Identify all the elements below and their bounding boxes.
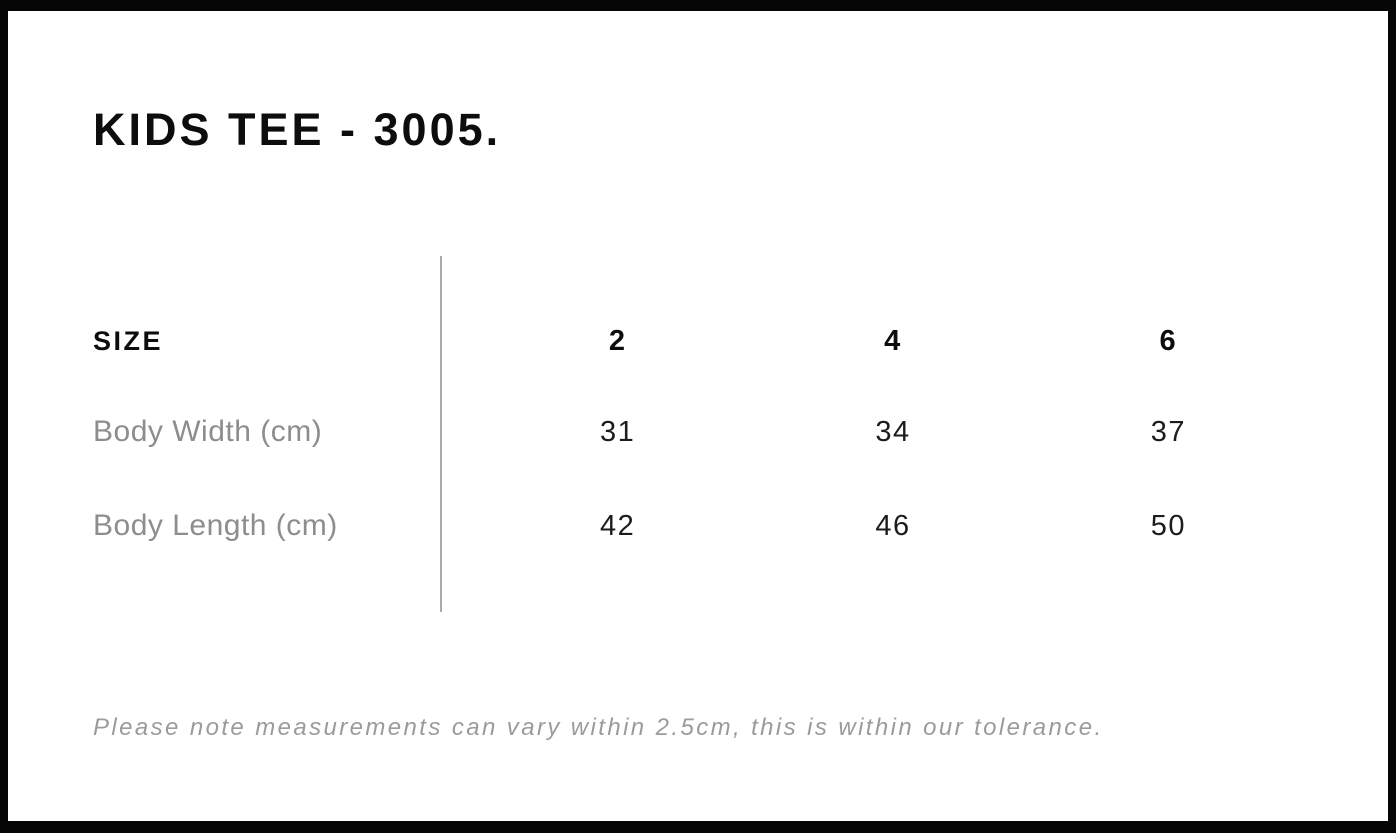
body-length-value-size-4: 46 (875, 510, 911, 542)
body-length-value-size-2: 42 (600, 510, 636, 542)
body-length-values (440, 510, 1306, 542)
size-header-2: 2 (608, 325, 627, 357)
row-label-body-length: Body Length (cm) (93, 509, 338, 542)
size-header-cells (440, 325, 1306, 357)
page-title: KIDS TEE - 3005. (93, 104, 502, 155)
table-row-body-length (93, 510, 1306, 542)
table-row-body-width (93, 416, 1306, 448)
size-header-4: 4 (884, 325, 902, 357)
body-width-value-size-4: 34 (875, 416, 911, 448)
body-width-values (440, 416, 1306, 448)
body-width-value-size-6: 37 (1150, 416, 1186, 448)
body-length-value-size-6: 50 (1150, 510, 1186, 542)
size-table-header-row (93, 325, 1306, 357)
body-width-value-size-2: 31 (600, 416, 636, 448)
tolerance-note: Please note measurements can vary within 2.5cm, this is within our tolerance. (93, 714, 1104, 741)
size-header-6: 6 (1159, 325, 1178, 357)
size-column-header: SIZE (93, 326, 164, 356)
row-label-body-width: Body Width (cm) (93, 415, 323, 448)
